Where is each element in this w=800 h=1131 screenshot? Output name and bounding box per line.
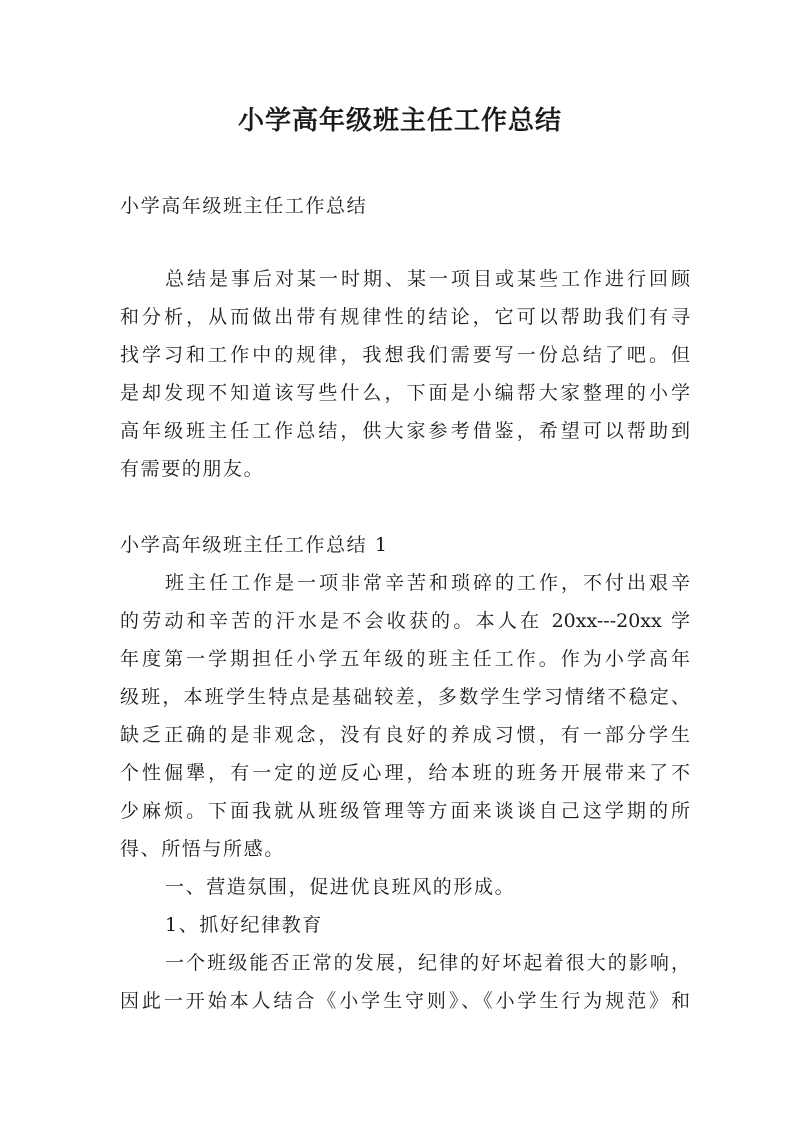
intro-line: 高年级班主任工作总结，供大家参考借鉴，希望可以帮助到 bbox=[120, 420, 690, 442]
body-line: 因此一开始本人结合《小学生守则》、《小学生行为规范》和 bbox=[120, 990, 690, 1012]
document-subtitle: 小学高年级班主任工作总结 bbox=[120, 195, 368, 217]
intro-line: 和分析，从而做出带有规律性的结论，它可以帮助我们有寻 bbox=[120, 306, 690, 328]
intro-line: 有需要的朋友。 bbox=[120, 458, 265, 480]
body-line: 年度第一学期担任小学五年级的班主任工作。作为小学高年 bbox=[120, 648, 690, 670]
body-line: 的劳动和辛苦的汗水是不会收获的。本人在 20xx---20xx 学 bbox=[120, 610, 690, 632]
section-heading: 小学高年级班主任工作总结 1 bbox=[120, 534, 389, 556]
body-line: 一个班级能否正常的发展，纪律的好坏起着很大的影响， bbox=[165, 952, 690, 974]
document-title: 小学高年级班主任工作总结 bbox=[237, 106, 562, 136]
intro-line: 是却发现不知道该写些什么，下面是小编帮大家整理的小学 bbox=[120, 382, 690, 404]
body-line: 级班，本班学生特点是基础较差，多数学生学习情绪不稳定、 bbox=[120, 686, 690, 708]
body-line: 班主任工作是一项非常辛苦和琐碎的工作，不付出艰辛 bbox=[165, 572, 690, 594]
intro-line: 总结是事后对某一时期、某一项目或某些工作进行回顾 bbox=[165, 268, 690, 290]
point-heading: 一、营造氛围，促进优良班风的形成。 bbox=[165, 876, 516, 898]
body-line: 得、所悟与所感。 bbox=[120, 838, 285, 860]
sub-point-heading: 1、抓好纪律教育 bbox=[165, 914, 323, 936]
intro-line: 找学习和工作中的规律，我想我们需要写一份总结了吧。但 bbox=[120, 344, 690, 366]
body-line: 个性倔犟，有一定的逆反心理，给本班的班务开展带来了不 bbox=[120, 762, 690, 784]
body-line: 少麻烦。下面我就从班级管理等方面来谈谈自己这学期的所 bbox=[120, 800, 690, 822]
body-line: 缺乏正确的是非观念，没有良好的养成习惯，有一部分学生 bbox=[120, 724, 690, 746]
